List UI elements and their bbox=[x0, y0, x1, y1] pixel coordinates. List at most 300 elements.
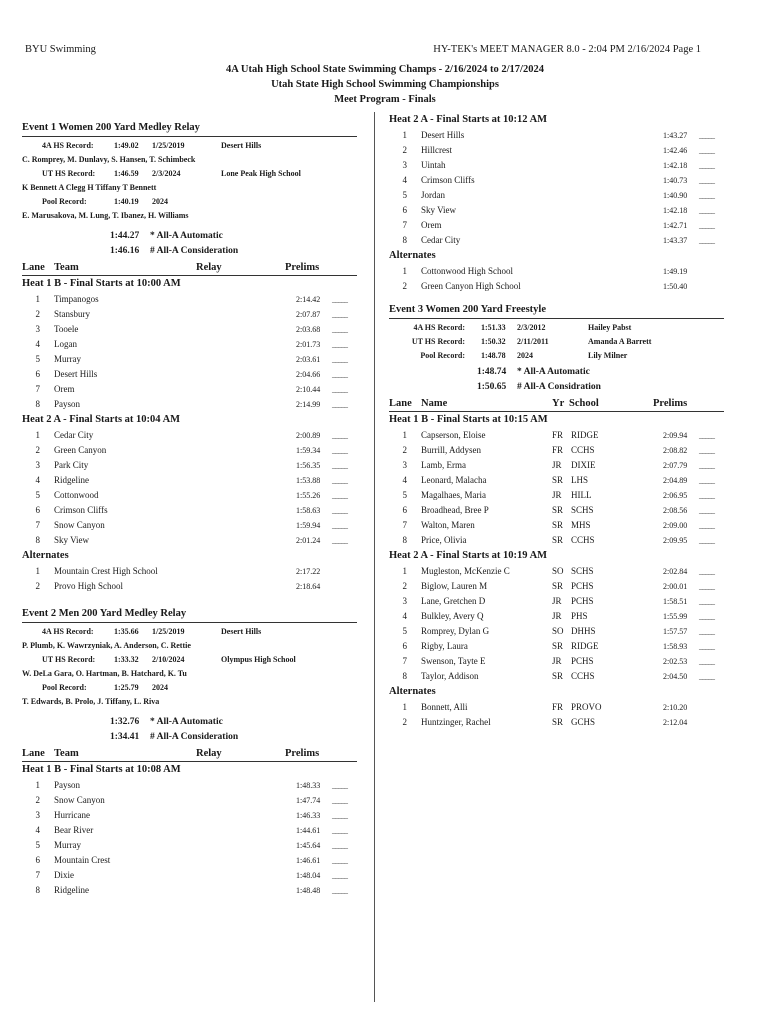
blank-line: _____ bbox=[699, 506, 714, 515]
individual-records bbox=[389, 321, 724, 363]
prelim-time: 1:55.99 bbox=[663, 612, 688, 621]
heat-title: Heat 2 A - Final Starts at 10:12 AM bbox=[389, 114, 548, 125]
record-date: 2/10/2024 bbox=[152, 655, 185, 664]
school-code: CCHS bbox=[571, 671, 595, 681]
record-time: 1:46.59 bbox=[114, 169, 139, 178]
school-code: PCHS bbox=[571, 596, 594, 606]
blank-line: _____ bbox=[332, 796, 347, 805]
table-row bbox=[389, 233, 724, 248]
swimmer-name: Price, Olivia bbox=[421, 535, 467, 545]
table-row bbox=[22, 458, 357, 473]
blank-line: _____ bbox=[699, 582, 714, 591]
record-label: Pool Record: bbox=[42, 683, 87, 692]
record-team: Desert Hills bbox=[221, 627, 262, 636]
team-name: Desert Hills bbox=[54, 369, 98, 379]
alternate-number: 1 bbox=[402, 266, 407, 276]
blank-line: _____ bbox=[699, 446, 714, 455]
prelim-time: 1:46.33 bbox=[296, 811, 321, 820]
event-2-section bbox=[22, 606, 357, 898]
blank-line: _____ bbox=[699, 491, 714, 500]
standard-time: 1:32.76 bbox=[110, 717, 140, 727]
swimmer-name: Leonard, Malacha bbox=[421, 475, 487, 485]
school-code: GCHS bbox=[571, 717, 596, 727]
school-code: RIDGE bbox=[571, 641, 599, 651]
table-row bbox=[22, 518, 357, 533]
blank-line: _____ bbox=[332, 781, 347, 790]
table-row bbox=[389, 203, 724, 218]
prelim-time: 2:07.87 bbox=[296, 310, 321, 319]
standard-time: 1:48.74 bbox=[477, 367, 507, 377]
prelim-time: 1:59.34 bbox=[296, 446, 321, 455]
prelim-time: 1:55.26 bbox=[296, 491, 321, 500]
team-name: Green Canyon High School bbox=[421, 281, 521, 291]
blank-line: _____ bbox=[699, 672, 714, 681]
individual-column-header bbox=[389, 397, 724, 412]
time-standard bbox=[22, 244, 357, 259]
prelim-time: 2:14.42 bbox=[296, 295, 321, 304]
team-header: Team bbox=[54, 262, 79, 273]
prelim-time: 2:17.22 bbox=[296, 567, 321, 576]
right-column bbox=[389, 112, 724, 730]
record-line bbox=[22, 167, 357, 181]
swimmer-year: FR bbox=[552, 430, 564, 440]
lane-header: Lane bbox=[389, 398, 412, 409]
blank-line: _____ bbox=[332, 871, 347, 880]
relay-column-header bbox=[22, 747, 357, 762]
prelim-time: 1:53.88 bbox=[296, 476, 321, 485]
blank-line: _____ bbox=[699, 597, 714, 606]
event-2-continued bbox=[389, 112, 724, 294]
prelims-header: Prelims bbox=[285, 262, 320, 273]
team-name: Timpanogos bbox=[54, 294, 99, 304]
prelim-time: 2:02.84 bbox=[663, 567, 688, 576]
time-standards bbox=[22, 715, 357, 745]
prelim-time: 2:12.04 bbox=[663, 718, 688, 727]
lane-number: 6 bbox=[402, 505, 407, 515]
blank-line: _____ bbox=[332, 461, 347, 470]
swimmer-name: Broadhead, Bree P bbox=[421, 505, 489, 515]
alternate-row bbox=[389, 264, 724, 279]
team-name: Payson bbox=[54, 399, 81, 409]
prelim-time: 1:42.71 bbox=[663, 221, 688, 230]
team-name: Murray bbox=[54, 840, 81, 850]
prelim-time: 2:09.94 bbox=[663, 431, 688, 440]
swimmer-year: JR bbox=[552, 611, 562, 621]
blank-line: _____ bbox=[332, 431, 347, 440]
prelim-time: 1:46.61 bbox=[296, 856, 321, 865]
prelim-time: 1:42.18 bbox=[663, 161, 688, 170]
column-divider bbox=[374, 112, 375, 1002]
record-label: UT HS Record: bbox=[42, 655, 96, 664]
record-team: Desert Hills bbox=[221, 141, 262, 150]
lane-number: 1 bbox=[35, 294, 40, 304]
record-time: 1:49.02 bbox=[114, 141, 139, 150]
heats-list bbox=[22, 276, 357, 548]
program-title: Meet Program - Finals bbox=[334, 94, 436, 105]
event-title: Event 3 Women 200 Yard Freestyle bbox=[389, 304, 546, 315]
team-name: Mountain Crest High School bbox=[54, 566, 158, 576]
time-standards bbox=[389, 365, 724, 395]
swimmer-year: SO bbox=[552, 566, 564, 576]
school-code: CCHS bbox=[571, 445, 595, 455]
record-team: Olympus High School bbox=[221, 655, 296, 664]
table-row bbox=[22, 473, 357, 488]
prelim-time: 2:04.89 bbox=[663, 476, 688, 485]
table-row bbox=[389, 654, 724, 669]
alternates-title: Alternates bbox=[389, 686, 436, 697]
standard-time: 1:46.16 bbox=[110, 246, 140, 256]
time-standard bbox=[22, 715, 357, 730]
blank-line: _____ bbox=[699, 131, 714, 140]
lane-number: 1 bbox=[402, 430, 407, 440]
table-row bbox=[22, 838, 357, 853]
lane-number: 8 bbox=[402, 235, 407, 245]
record-holder: Lily Milner bbox=[588, 351, 628, 360]
record-line bbox=[22, 195, 357, 209]
blank-line: _____ bbox=[699, 221, 714, 230]
year-header: Yr bbox=[552, 398, 565, 409]
team-name: Dixie bbox=[54, 870, 74, 880]
event-title: Event 1 Women 200 Yard Medley Relay bbox=[22, 122, 200, 133]
table-row bbox=[22, 307, 357, 322]
school-code: RIDGE bbox=[571, 430, 599, 440]
swimmer-name: Swenson, Tayte E bbox=[421, 656, 486, 666]
swimmer-name: Walton, Maren bbox=[421, 520, 475, 530]
record-date: 1/25/2019 bbox=[152, 627, 185, 636]
team-name: Jordan bbox=[421, 190, 445, 200]
lane-number: 6 bbox=[402, 641, 407, 651]
school-code: DHHS bbox=[571, 626, 596, 636]
table-row bbox=[22, 443, 357, 458]
alternates-list bbox=[389, 264, 724, 294]
prelim-time: 1:58.93 bbox=[663, 642, 688, 651]
lane-number: 1 bbox=[35, 430, 40, 440]
team-name: Park City bbox=[54, 460, 89, 470]
swimmer-name: Biglow, Lauren M bbox=[421, 581, 488, 591]
swimmer-year: SR bbox=[552, 641, 564, 651]
time-standard bbox=[389, 380, 724, 395]
header-organization: BYU Swimming bbox=[25, 44, 96, 55]
relay-records bbox=[22, 625, 357, 709]
lane-header: Lane bbox=[22, 748, 45, 759]
prelim-time: 1:58.51 bbox=[663, 597, 688, 606]
prelim-time: 1:43.37 bbox=[663, 236, 688, 245]
relay-header: Relay bbox=[196, 748, 222, 759]
table-row bbox=[389, 503, 724, 518]
record-date: 1/25/2019 bbox=[152, 141, 185, 150]
record-date: 2024 bbox=[152, 683, 168, 692]
record-time: 1:40.19 bbox=[114, 197, 139, 206]
table-row bbox=[22, 322, 357, 337]
lane-number: 5 bbox=[402, 490, 407, 500]
lane-number: 2 bbox=[402, 717, 407, 727]
prelim-time: 2:09.95 bbox=[663, 536, 688, 545]
prelim-time: 2:03.61 bbox=[296, 355, 321, 364]
prelim-time: 2:10.20 bbox=[663, 703, 688, 712]
left-column bbox=[22, 120, 357, 898]
alternate-number: 2 bbox=[35, 581, 40, 591]
school-code: PCHS bbox=[571, 656, 594, 666]
table-row bbox=[389, 533, 724, 548]
record-date: 2024 bbox=[152, 197, 168, 206]
lane-number: 8 bbox=[35, 885, 40, 895]
record-date: 2/3/2024 bbox=[152, 169, 181, 178]
team-name: Ridgeline bbox=[54, 475, 89, 485]
record-date: 2024 bbox=[517, 351, 533, 360]
prelim-time: 2:08.82 bbox=[663, 446, 688, 455]
lane-number: 7 bbox=[402, 656, 407, 666]
standard-label: * All-A Automatic bbox=[150, 717, 223, 727]
school-header: School bbox=[569, 398, 599, 409]
record-line bbox=[22, 681, 357, 695]
swimmer-name: Romprey, Dylan G bbox=[421, 626, 490, 636]
team-name: Sky View bbox=[421, 205, 457, 215]
alternate-number: 1 bbox=[35, 566, 40, 576]
event-3-section bbox=[389, 302, 724, 730]
team-name: Hurricane bbox=[54, 810, 90, 820]
lane-number: 6 bbox=[35, 369, 40, 379]
team-name: Crimson Cliffs bbox=[421, 175, 475, 185]
heat-title: Heat 1 B - Final Starts at 10:08 AM bbox=[22, 764, 181, 775]
table-row bbox=[22, 292, 357, 307]
time-standard bbox=[22, 229, 357, 244]
alternate-row bbox=[389, 715, 724, 730]
header-software-info: HY-TEK's MEET MANAGER 8.0 - 2:04 PM 2/16/2024 Page 1 bbox=[433, 44, 701, 55]
relay-records bbox=[22, 139, 357, 223]
team-header: Team bbox=[54, 748, 79, 759]
table-row bbox=[22, 853, 357, 868]
table-row bbox=[389, 158, 724, 173]
table-row bbox=[389, 218, 724, 233]
team-name: Bear River bbox=[54, 825, 94, 835]
swimmer-year: JR bbox=[552, 596, 562, 606]
prelim-time: 1:48.48 bbox=[296, 886, 321, 895]
prelim-time: 1:50.40 bbox=[663, 282, 688, 291]
team-name: Snow Canyon bbox=[54, 795, 105, 805]
record-time: 1:33.32 bbox=[114, 655, 139, 664]
lane-number: 8 bbox=[35, 399, 40, 409]
blank-line: _____ bbox=[699, 161, 714, 170]
record-label: 4A HS Record: bbox=[42, 141, 94, 150]
lane-number: 3 bbox=[402, 160, 407, 170]
team-name: Sky View bbox=[54, 535, 90, 545]
team-name: Cedar City bbox=[421, 235, 461, 245]
prelim-time: 2:18.64 bbox=[296, 582, 321, 591]
school-code: PCHS bbox=[571, 581, 594, 591]
swimmer-name: Bonnett, Alli bbox=[421, 702, 468, 712]
prelim-time: 2:09.00 bbox=[663, 521, 688, 530]
table-row bbox=[22, 533, 357, 548]
record-holder: Hailey Pabst bbox=[588, 323, 632, 332]
record-line bbox=[22, 625, 357, 639]
table-row bbox=[22, 428, 357, 443]
team-name: Orem bbox=[421, 220, 442, 230]
table-row bbox=[22, 868, 357, 883]
table-row bbox=[389, 594, 724, 609]
table-row bbox=[389, 518, 724, 533]
table-row bbox=[22, 778, 357, 793]
record-swimmers: E. Marusakova, M. Lung, T. Ibanez, H. Williams bbox=[22, 211, 189, 220]
prelim-time: 2:04.66 bbox=[296, 370, 321, 379]
lane-number: 2 bbox=[35, 445, 40, 455]
meet-titles bbox=[0, 62, 770, 107]
blank-line: _____ bbox=[332, 355, 347, 364]
blank-line: _____ bbox=[699, 191, 714, 200]
blank-line: _____ bbox=[699, 476, 714, 485]
swimmer-year: SR bbox=[552, 520, 564, 530]
prelim-time: 1:48.33 bbox=[296, 781, 321, 790]
lane-number: 6 bbox=[35, 855, 40, 865]
record-label: UT HS Record: bbox=[42, 169, 96, 178]
prelims-header: Prelims bbox=[653, 398, 688, 409]
swimmer-year: JR bbox=[552, 490, 562, 500]
lane-number: 1 bbox=[35, 780, 40, 790]
record-time: 1:35.66 bbox=[114, 627, 139, 636]
table-row bbox=[389, 579, 724, 594]
lane-number: 3 bbox=[402, 460, 407, 470]
prelim-time: 1:48.04 bbox=[296, 871, 321, 880]
heat-title: Heat 2 A - Final Starts at 10:19 AM bbox=[389, 550, 548, 561]
blank-line: _____ bbox=[699, 657, 714, 666]
standard-label: # All-A Considration bbox=[517, 382, 601, 392]
school-code: SCHS bbox=[571, 505, 594, 515]
prelim-time: 1:57.57 bbox=[663, 627, 688, 636]
prelims-header: Prelims bbox=[285, 748, 320, 759]
record-line bbox=[22, 139, 357, 153]
record-line bbox=[22, 653, 357, 667]
blank-line: _____ bbox=[699, 612, 714, 621]
event-rule bbox=[22, 136, 357, 137]
record-time: 1:48.78 bbox=[481, 351, 506, 360]
alternates-list bbox=[389, 700, 724, 730]
blank-line: _____ bbox=[332, 811, 347, 820]
lane-number: 7 bbox=[35, 384, 40, 394]
lane-number: 4 bbox=[35, 339, 40, 349]
prelim-time: 2:00.89 bbox=[296, 431, 321, 440]
school-code: MHS bbox=[571, 520, 591, 530]
prelim-time: 1:44.61 bbox=[296, 826, 321, 835]
blank-line: _____ bbox=[699, 536, 714, 545]
lane-number: 1 bbox=[402, 702, 407, 712]
school-code: DIXIE bbox=[571, 460, 596, 470]
team-name: Provo High School bbox=[54, 581, 124, 591]
lane-number: 4 bbox=[35, 825, 40, 835]
blank-line: _____ bbox=[699, 567, 714, 576]
heats-list bbox=[22, 762, 357, 898]
record-date: 2/3/2012 bbox=[517, 323, 546, 332]
swimmer-year: JR bbox=[552, 656, 562, 666]
team-name: Stansbury bbox=[54, 309, 90, 319]
table-row bbox=[22, 883, 357, 898]
team-name: Tooele bbox=[54, 324, 79, 334]
lane-number: 3 bbox=[35, 324, 40, 334]
team-name: Green Canyon bbox=[54, 445, 107, 455]
heat-title: Heat 2 A - Final Starts at 10:04 AM bbox=[22, 414, 181, 425]
blank-line: _____ bbox=[332, 856, 347, 865]
record-time: 1:51.33 bbox=[481, 323, 506, 332]
school-code: HILL bbox=[571, 490, 592, 500]
standard-time: 1:44.27 bbox=[110, 231, 140, 241]
lane-number: 8 bbox=[35, 535, 40, 545]
prelim-time: 1:40.73 bbox=[663, 176, 688, 185]
school-code: SCHS bbox=[571, 566, 594, 576]
swimmer-name: Lamb, Erma bbox=[421, 460, 466, 470]
meet-subtitle: Utah State High School Swimming Championships bbox=[271, 79, 499, 90]
blank-line: _____ bbox=[332, 521, 347, 530]
blank-line: _____ bbox=[332, 476, 347, 485]
blank-line: _____ bbox=[699, 176, 714, 185]
blank-line: _____ bbox=[332, 325, 347, 334]
time-standard bbox=[22, 730, 357, 745]
blank-line: _____ bbox=[332, 446, 347, 455]
team-name: Hillcrest bbox=[421, 145, 452, 155]
record-label: UT HS Record: bbox=[411, 337, 465, 346]
table-row bbox=[22, 397, 357, 412]
relay-column-header bbox=[22, 261, 357, 276]
lane-number: 4 bbox=[402, 475, 407, 485]
standard-label: # All-A Consideration bbox=[150, 732, 239, 742]
lane-number: 5 bbox=[35, 840, 40, 850]
blank-line: _____ bbox=[332, 370, 347, 379]
record-swimmers: W. DeLa Gara, O. Hartman, B. Hatchard, K. Tu bbox=[22, 669, 187, 678]
table-row bbox=[389, 428, 724, 443]
prelim-time: 1:42.46 bbox=[663, 146, 688, 155]
table-row bbox=[389, 443, 724, 458]
blank-line: _____ bbox=[332, 385, 347, 394]
team-name: Desert Hills bbox=[421, 130, 465, 140]
lane-header: Lane bbox=[22, 262, 45, 273]
team-name: Logan bbox=[54, 339, 77, 349]
alternate-row bbox=[22, 579, 357, 594]
team-name: Cedar City bbox=[54, 430, 94, 440]
table-row bbox=[389, 609, 724, 624]
blank-line: _____ bbox=[699, 146, 714, 155]
table-row bbox=[22, 823, 357, 838]
prelim-time: 2:07.79 bbox=[663, 461, 688, 470]
table-row bbox=[22, 352, 357, 367]
lane-number: 1 bbox=[402, 566, 407, 576]
blank-line: _____ bbox=[699, 627, 714, 636]
school-code: LHS bbox=[571, 475, 589, 485]
lane-number: 6 bbox=[402, 205, 407, 215]
prelim-time: 2:14.99 bbox=[296, 400, 321, 409]
table-row bbox=[22, 793, 357, 808]
event-title: Event 2 Men 200 Yard Medley Relay bbox=[22, 608, 187, 619]
swimmer-year: FR bbox=[552, 445, 564, 455]
lane-number: 3 bbox=[35, 810, 40, 820]
record-label: 4A HS Record: bbox=[413, 323, 465, 332]
lane-number: 5 bbox=[402, 190, 407, 200]
lane-number: 2 bbox=[35, 309, 40, 319]
team-name: Uintah bbox=[421, 160, 446, 170]
record-label: Pool Record: bbox=[42, 197, 87, 206]
swimmer-year: SR bbox=[552, 505, 564, 515]
alternate-row bbox=[22, 564, 357, 579]
standard-label: * All-A Automatic bbox=[150, 231, 223, 241]
table-row bbox=[389, 564, 724, 579]
blank-line: _____ bbox=[699, 461, 714, 470]
table-row bbox=[389, 669, 724, 684]
prelim-time: 1:49.19 bbox=[663, 267, 688, 276]
table-row bbox=[389, 128, 724, 143]
swimmer-name: Mugleston, McKenzie C bbox=[421, 566, 510, 576]
team-name: Snow Canyon bbox=[54, 520, 105, 530]
blank-line: _____ bbox=[332, 295, 347, 304]
swimmer-name: Magalhaes, Maria bbox=[421, 490, 486, 500]
blank-line: _____ bbox=[699, 236, 714, 245]
event-1-section bbox=[22, 120, 357, 594]
blank-line: _____ bbox=[332, 536, 347, 545]
